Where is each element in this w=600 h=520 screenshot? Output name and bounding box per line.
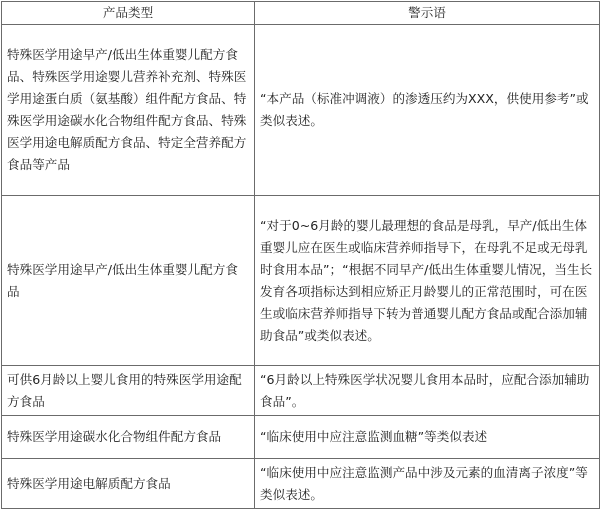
table-row bbox=[2, 366, 600, 416]
table-row bbox=[2, 459, 600, 509]
table-row bbox=[2, 25, 600, 196]
warning-cell: “临床使用中应注意监测产品中涉及元素的血清离子浓度”等类似表述。 bbox=[255, 459, 600, 509]
product-type-cell: 可供6月龄以上婴儿食用的特殊医学用途配方食品 bbox=[2, 366, 255, 416]
header-product-type: 产品类型 bbox=[2, 2, 255, 25]
header-warning: 警示语 bbox=[255, 2, 600, 25]
product-type-cell: 特殊医学用途电解质配方食品 bbox=[2, 459, 255, 509]
table-row bbox=[2, 416, 600, 459]
warning-cell: “临床使用中应注意监测血糖”等类似表述 bbox=[255, 416, 600, 459]
table-row bbox=[2, 196, 600, 366]
table-header-row bbox=[2, 2, 600, 25]
warning-cell: “对于0~6月龄的婴儿最理想的食品是母乳，早产/低出生体重婴儿应在医生或临床营养师指导下，在母乳不足或无母乳时食用本品”；“根据不同早产/低出生体重婴儿情况，当生长发育各项指标达到相应矫正月龄婴儿的正常范围时，可在医生或临床营养师指导下转为普通婴儿配方食品或配合添加辅助食品”或类似表述。 bbox=[255, 196, 600, 366]
product-type-cell: 特殊医学用途早产/低出生体重婴儿配方食品 bbox=[2, 196, 255, 366]
warning-cell: “6月龄以上特殊医学状况婴儿食用本品时，应配合添加辅助食品”。 bbox=[255, 366, 600, 416]
product-type-cell: 特殊医学用途碳水化合物组件配方食品 bbox=[2, 416, 255, 459]
warning-cell: “本产品（标准冲调液）的渗透压约为XXX，供使用参考”或类似表述。 bbox=[255, 25, 600, 196]
warning-table bbox=[1, 1, 600, 509]
product-type-cell: 特殊医学用途早产/低出生体重婴儿配方食品、特殊医学用途婴儿营养补充剂、特殊医学用途蛋白质（氨基酸）组件配方食品、特殊医学用途碳水化合物组件配方食品、特殊医学用途电解质配方食品、特定全营养配方食品等产品 bbox=[2, 25, 255, 196]
